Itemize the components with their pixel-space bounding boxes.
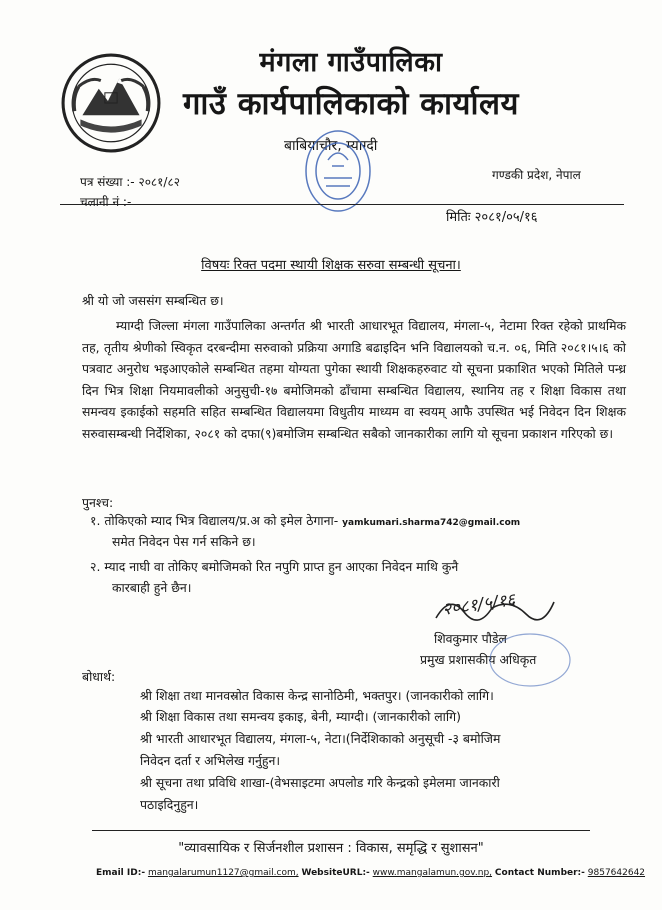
handwritten-signature: २०८१/५/१६ [441,589,517,620]
footer-website[interactable]: www.mangalamun.gov.np, [372,868,493,878]
postscript-label: पुनश्च: [82,495,114,510]
contact-label: Contact Number:- [494,868,585,878]
office-address: बाबियाचौर, म्याग्दी [284,138,378,154]
notice-paragraph [82,315,626,444]
item-1-text: तोकिएको म्याद भित्र विद्यालय/प्र.अ को इमेल ठेगाना- [104,513,339,528]
cc-recipient-3-cont: निवेदन दर्ता र अभिलेख गर्नुहुन। [140,753,281,768]
dispatch-number: चलानी नं :- [80,195,132,209]
school-email: yamkumari.sharma742@gmail.com [342,518,521,528]
office-name-line2: गाउँ कार्यपालिकाको कार्यालय [182,86,520,122]
header-rule [60,204,624,205]
item-2-number: २. [90,559,101,574]
cc-recipient-2: श्री शिक्षा विकास तथा समन्वय इकाइ, बेनी, म्याग्दी। (जानकारीको लागि) [140,709,461,724]
signatory-name: शिवकुमार पौडेल [434,631,507,646]
cc-recipient-3: श्री भारती आधारभूत विद्यालय, मंगला-५, नेटा।(निर्देशिकाको अनुसूची -३ बमोजिम [140,731,501,746]
office-name-line1: मंगला गाउँपालिका [259,47,443,78]
cc-recipient-4-cont: पठाइदिनुहुन। [140,797,199,812]
signatory-stamp-icon [488,632,572,688]
salutation: श्री यो जो जससंग सम्बन्धित छ। [82,293,224,308]
subject-line: विषयः रिक्त पदमा स्थायी शिक्षक सरुवा सम्बन्धी सूचना। [201,258,461,273]
footer-contact: 9857642642 [587,868,646,878]
province: गण्डकी प्रदेश, नेपाल [492,168,581,182]
footer-rule [92,830,590,831]
signature-stroke-icon [430,588,560,628]
footer-contacts [96,868,656,878]
letter-number: पत्र संख्या :- २०८१/८२ [80,175,180,189]
signatory-title: प्रमुख प्रशासकीय अधिकृत [420,652,537,667]
notice-body: म्याग्दी जिल्ला मंगला गाउँपालिका अन्तर्गत श्री भारती आधारभूत विद्यालय, मंगला-५, नेटामा रिक्त रहेको प्राथमिक तह, तृतीय श्रेणीको स्विकृत दरबन्दीमा सरुवाको प्रक्रिया अगाडि बढाइदिन भनि विद्यालयको च.न. ०६, मिति २०८१।५।६ को पत्रवाट अनुरोध भइआएकोले सम्बन्धित तहमा योग्यता पुगेका स्थायी शिक्षकहरुवाट यो सूचना प्रकाशित भएको मितिले पन्ध्र दिन भित्र शिक्षा नियमावलीको अनुसुची-१७ बमोजिमको ढाँचामा सम्बन्धित विद्यालय, स्थानिय तह र शिक्षा विकास तथा समन्वय इकाईको सहमति सहित सम्बन्धित विद्यालयमा विधुतीय माध्यम वा स्वयम् आफै उपस्थित भई निवेदन दिन शिक्षक सरुवासम्बन्धी निर्देशिका, २०८१ को दफा(९)बमोजिम सम्बन्धित सबैको जानकारीका लागि यो सूचना प्रकाशन गरिएको छ। [82,318,626,441]
cc-label: बोधार्थ: [82,669,116,684]
letter-date: मितिः २०८१/०५/१६ [446,210,538,225]
website-label: WebsiteURL:- [301,868,370,878]
item-2-text: म्याद नाघी वा तोकिए बमोजिमको रित नपुगि प्राप्त हुन आएका निवेदन माथि कुनै [104,559,459,574]
footer-email[interactable]: mangalarumun1127@gmail.com, [147,868,299,878]
footer-motto: "व्यावसायिक र सिर्जनशील प्रशासन : विकास, समृद्धि र सुशासन" [178,841,484,856]
cc-recipient-1: श्री शिक्षा तथा मानवस्रोत विकास केन्द्र सानोठिमी, भक्तपुर। (जानकारीको लागि। [140,688,494,703]
cc-recipient-4: श्री सूचना तथा प्रविधि शाखा-(वेभसाइटमा अपलोड गरि केन्द्रको इमेलमा जानकारी [140,775,500,790]
email-label: Email ID:- [96,868,146,878]
item-1-number: १. [90,513,101,528]
item-1-continuation: समेत निवेदन पेस गर्न सकिने छ। [112,534,256,549]
item-2-continuation: कारबाही हुने छैन। [112,580,192,595]
postscript-item-2 [90,556,630,578]
